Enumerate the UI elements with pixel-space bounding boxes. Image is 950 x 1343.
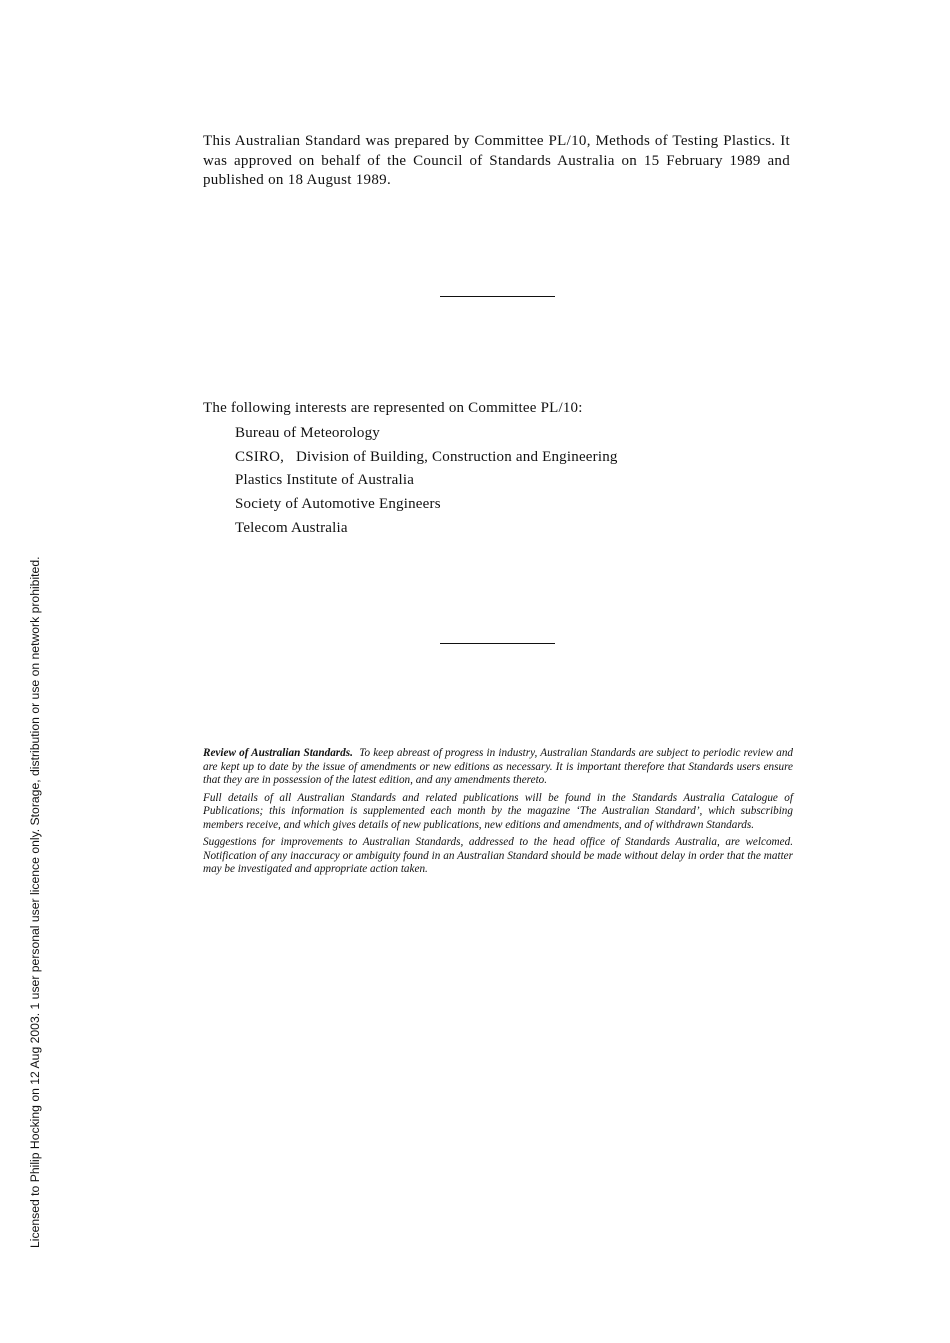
preparation-note: This Australian Standard was prepared by Committee PL/10, Methods of Testing Plastics. It was approved on behalf of the Council of Standards Australia on 15 February 1989 and published on 18 August 1989. xyxy=(203,133,790,188)
divider-top xyxy=(440,296,555,297)
license-notice: Licensed to Philip Hocking on 12 Aug 2003. 1 user personal user licence only. Storage, distribution or use on network prohibited. xyxy=(28,556,42,1248)
divider-bottom xyxy=(440,643,555,644)
committee-interests xyxy=(203,398,763,541)
review-notice xyxy=(203,747,793,881)
interests-intro: The following interests are represented on Committee PL/10: xyxy=(203,400,583,416)
review-text-1: To keep abreast of progress in industry, Australian Standards are subject to periodic review and are kept up to date by the issue of amendments or new editions as necessary. It is important therefore that Standards users ensure that they are in possession of the latest edition, and any amendments thereto. xyxy=(203,747,794,786)
interest-item: CSIRO, Division of Building, Construction and Engineering xyxy=(235,448,618,465)
review-paragraph-3: Suggestions for improvements to Australian Standards, addressed to the head office of Standards Australia, are welcomed. Notification of any inaccuracy or ambiguity found in an Australian Standard should be made without delay in order that the matter may be investigated and appropriate action taken. xyxy=(203,836,793,875)
review-paragraph-2: Full details of all Australian Standards and related publications will be found in the Standards Australia Catalogue of Publications; this information is supplemented each month by the magazine ‘The Australian Standard’, which subscribing members receive, and which gives details of new publications, new editions and amendments, and of withdrawn Standards. xyxy=(203,791,793,831)
interest-item: Bureau of Meteorology xyxy=(235,425,380,441)
interest-item: Society of Automotive Engineers xyxy=(235,496,441,513)
review-paragraph-1 xyxy=(203,747,793,788)
interest-item: Telecom Australia xyxy=(235,519,348,536)
interests-list xyxy=(203,422,763,541)
review-heading: Review of Australian Standards. xyxy=(203,747,353,759)
interest-item: Plastics Institute of Australia xyxy=(235,472,415,489)
